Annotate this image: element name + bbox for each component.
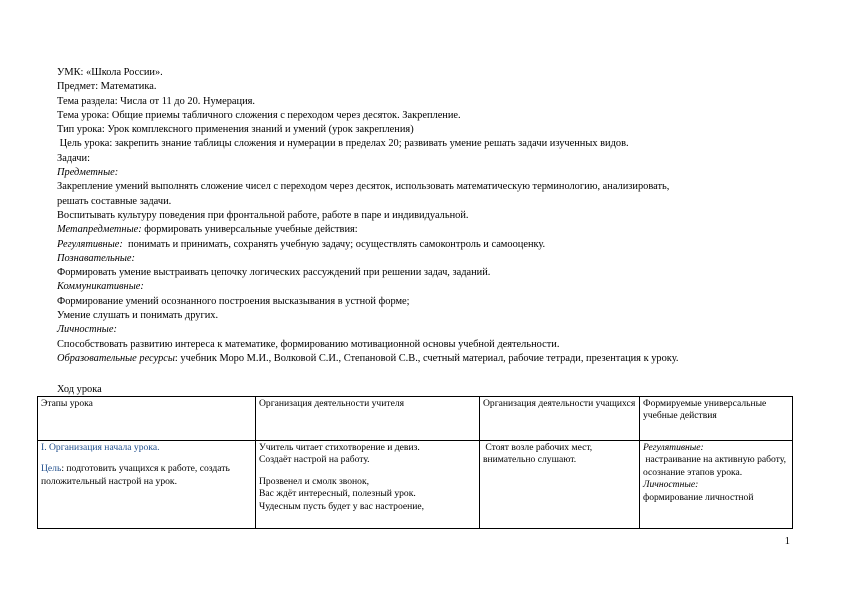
resources-line (57, 352, 797, 366)
communicative-label: Коммуникативные: (57, 281, 144, 293)
teacher-line-5: Чудесным пусть будет у вас настроение, (259, 500, 425, 512)
uud-regulative-label: Регулятивные: (643, 442, 704, 453)
umk-line: УМК: «Школа России». (57, 67, 163, 78)
teacher-line-2: Создаёт настрой на работу. (259, 454, 370, 466)
subject-results-line-3: Воспитывать культуру поведения при фронтальной работе, работе в паре и индивидуальной. (57, 209, 469, 221)
lesson-table (37, 396, 793, 529)
regulative-label: Регулятивные: (57, 238, 123, 250)
table-header-row (38, 397, 793, 441)
cognitive-label: Познавательные: (57, 252, 135, 264)
subject-results-line-1: Закрепление умений выполнять сложение чисел с переходом через десяток, использовать математическую терминологию, анализировать, (57, 181, 670, 193)
stage-cell (38, 441, 256, 529)
lesson-flow-title: Ход урока (57, 384, 102, 395)
regulative-text: понимать и принимать, сохранять учебную задачу; осуществлять самоконтроль и самооценку. (122, 238, 546, 250)
stage-goal (41, 463, 252, 488)
teacher-line-1: Учитель читает стихотворение и девиз. (259, 442, 420, 453)
teacher-cell (256, 441, 480, 529)
header-stages: Этапы урока (38, 397, 256, 441)
regulative-line (57, 238, 797, 252)
communicative-line-1: Формирование умений осознанного построения высказывания в устной форме; (57, 295, 410, 307)
lesson-plan-header (57, 66, 797, 366)
resources-label: Образовательные ресурсы (57, 352, 175, 364)
personal-text: Способствовать развитию интереса к математике, формированию мотивационной основы учебной деятельности. (57, 338, 560, 350)
meta-subject-line (57, 223, 797, 237)
personal-label: Личностные: (57, 324, 117, 336)
header-students: Организация деятельности учащихся (480, 397, 640, 441)
lesson-type-line: Тип урока: Урок комплексного применения знаний и умений (урок закрепления) (57, 124, 414, 136)
header-teacher: Организация деятельности учителя (256, 397, 480, 441)
topic-line: Тема урока: Общие приемы табличного сложения с переходом через десяток. Закрепление. (57, 109, 461, 121)
students-cell (480, 441, 640, 529)
subject-results-label: Предметные: (57, 167, 119, 179)
teacher-line-3: Прозвенел и смолк звонок, (259, 475, 370, 487)
stage-goal-label: Цель (41, 463, 62, 475)
resources-text: : учебник Моро М.И., Волковой С.И., Степановой С.В., счетный материал, рабочие тетради, презентация к уроку. (174, 352, 679, 364)
tasks-heading: Задачи: (57, 152, 90, 164)
lesson-goal-line: Цель урока: закрепить знание таблицы сложения и нумерации в пределах 20; развивать умение решать задачи изученных видов. (57, 138, 629, 150)
stage-goal-text: : подготовить учащихся к работе, создать положительный настрой на урок. (41, 463, 230, 487)
cognitive-text: Формировать умение выстраивать цепочку логических рассуждений при решении задач, заданий. (57, 267, 491, 279)
teacher-line-4: Вас ждёт интересный, полезный урок. (259, 488, 416, 500)
meta-subject-label: Метапредметные: (57, 224, 142, 236)
header-uud: Формируемые универсальные учебные действия (640, 397, 793, 441)
stage-title: I. Организация начала урока. (41, 442, 160, 453)
table-row (38, 441, 793, 529)
page-number: 1 (784, 536, 790, 547)
subject-line: Предмет: Математика. (57, 81, 157, 93)
subject-results-line-2: решать составные задачи. (57, 195, 172, 207)
uud-personal-text: формирование личностной (643, 491, 754, 503)
section-line: Тема раздела: Числа от 11 до 20. Нумерация. (57, 95, 256, 107)
uud-personal-label: Личностные: (643, 479, 699, 491)
students-text: Стоят возле рабочих мест, внимательно слушают. (483, 442, 595, 466)
uud-regulative-text: настраивание на активную работу, осознание этапов урока. (643, 454, 789, 478)
meta-subject-text: формировать универсальные учебные действия: (141, 224, 358, 236)
communicative-line-2: Умение слушать и понимать других. (57, 310, 219, 322)
uud-cell (640, 441, 793, 529)
